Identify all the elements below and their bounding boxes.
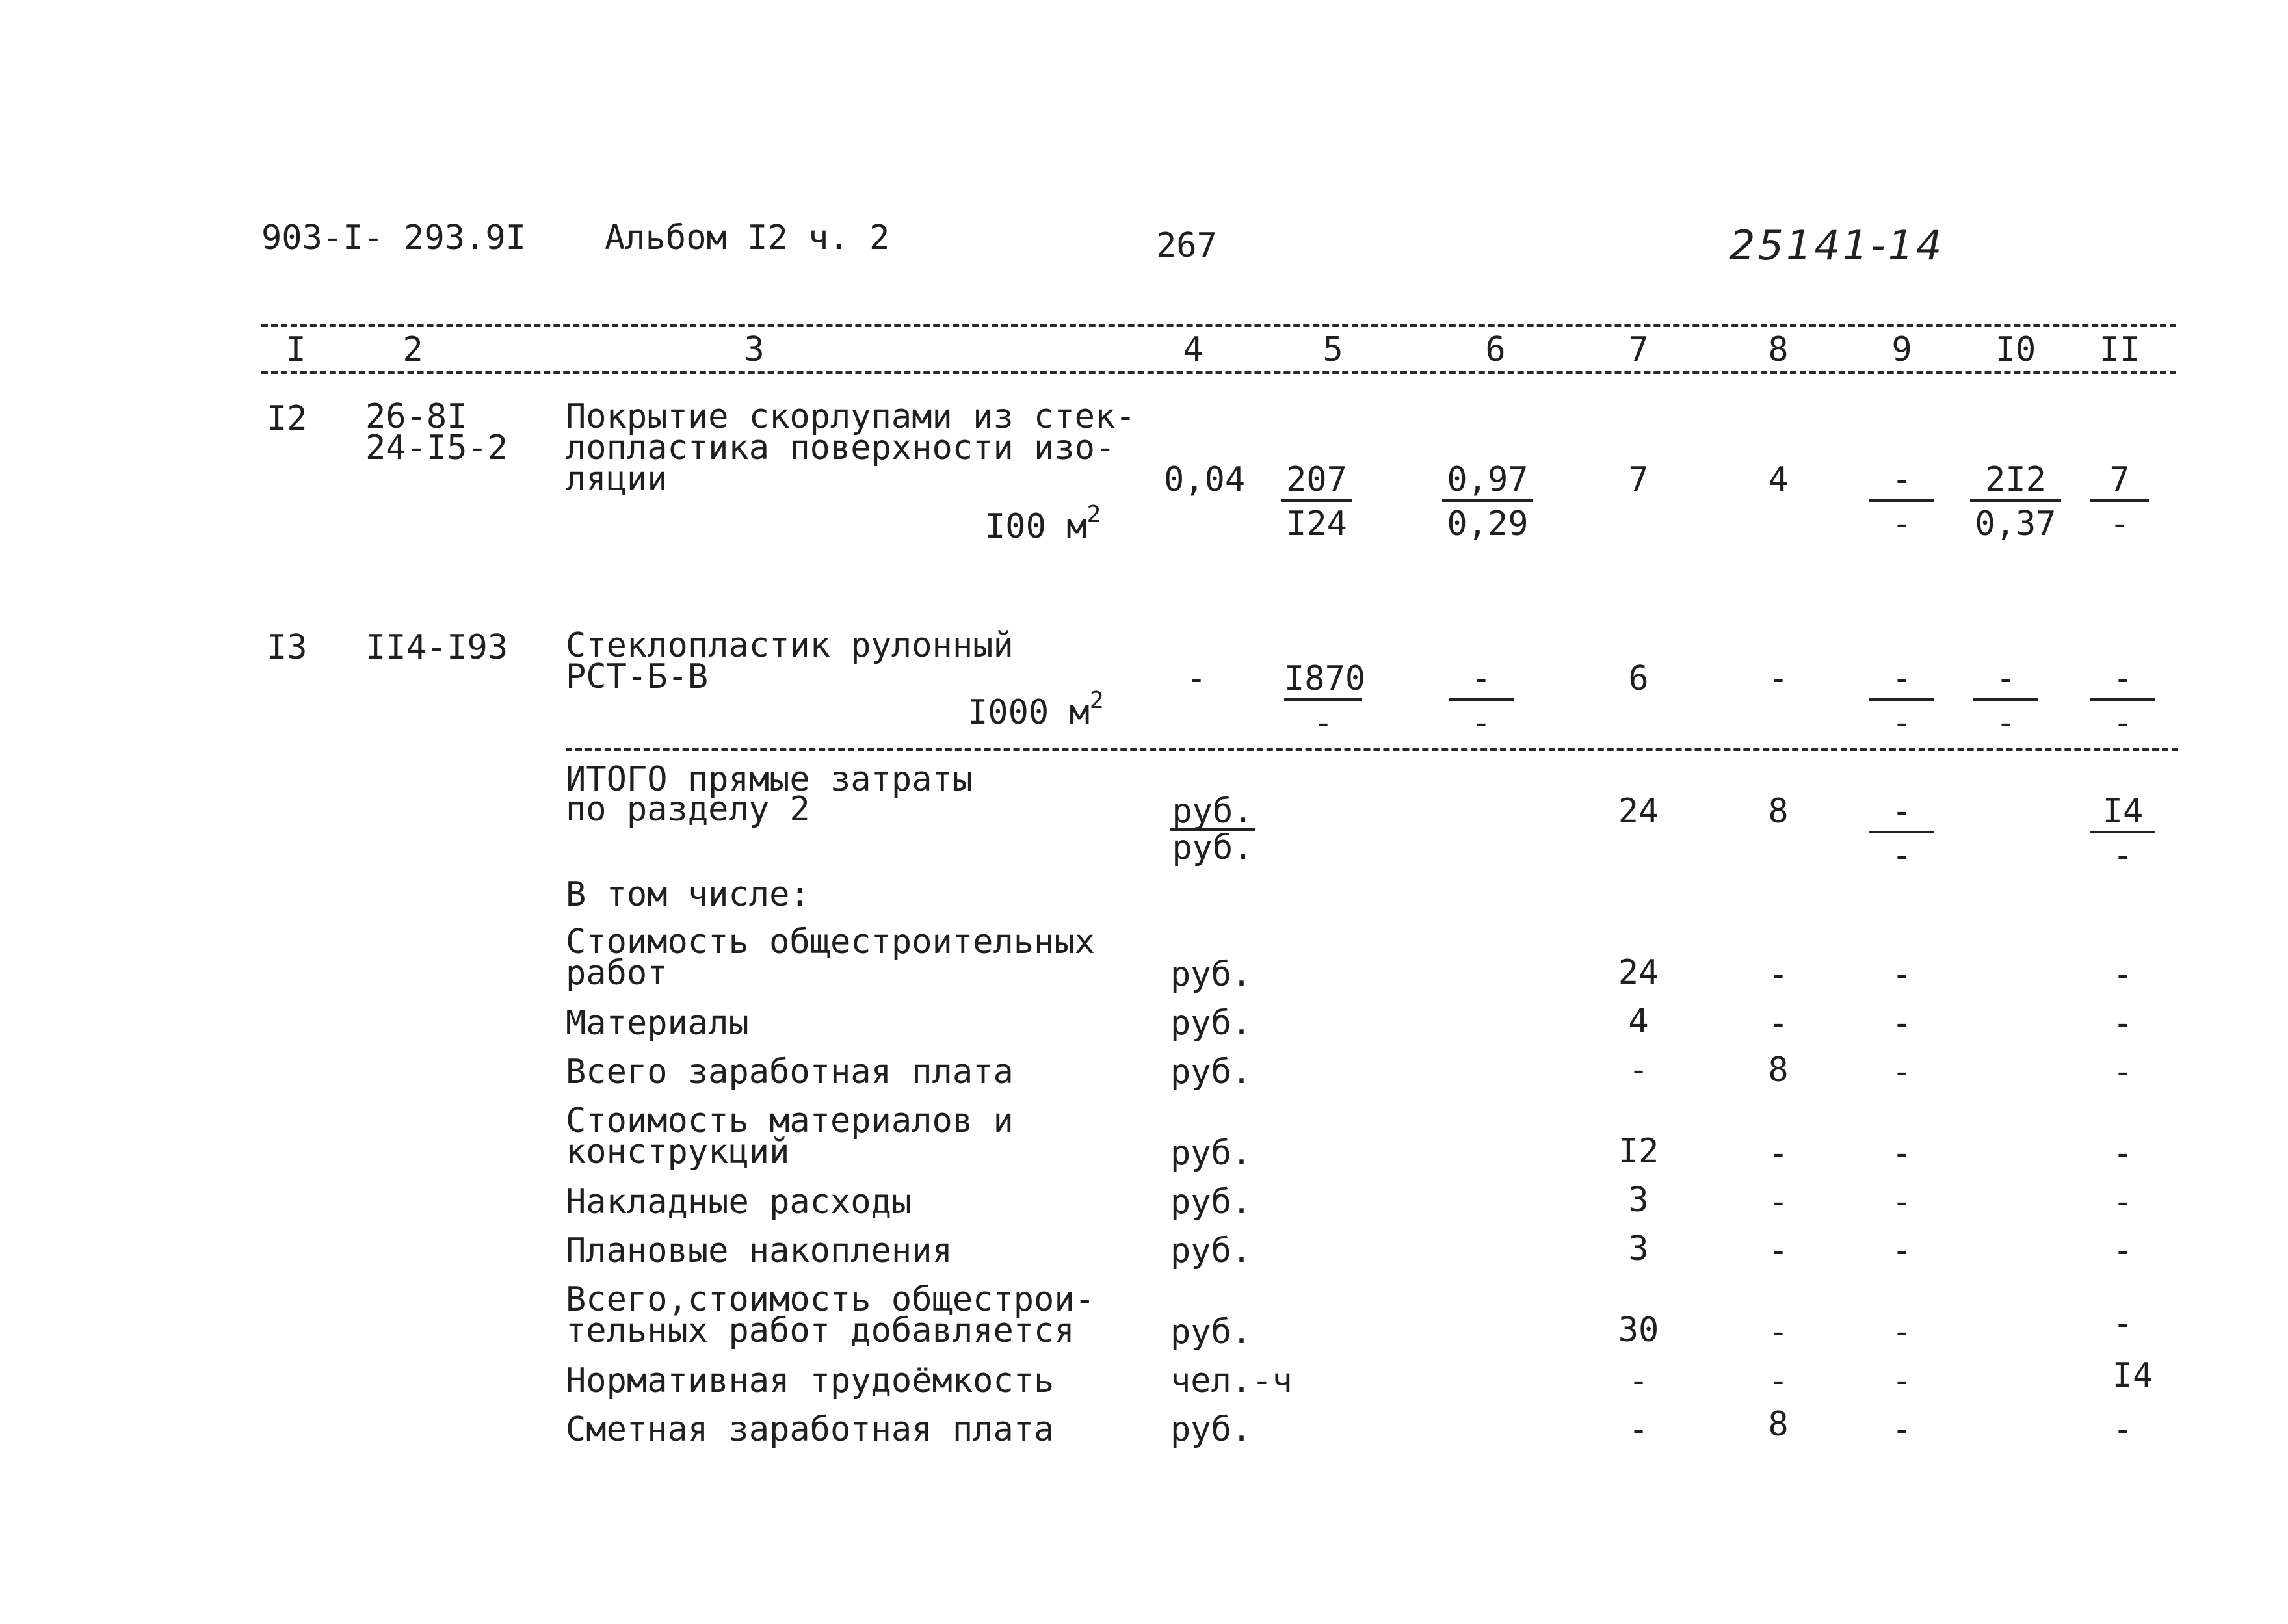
handwritten-stamp: 25141-14 — [1729, 222, 1945, 269]
breakdown-0-col8: - — [1768, 955, 1789, 994]
breakdown-4-desc: Накладные расходы — [566, 1183, 912, 1222]
breakdown-1-col9: - — [1891, 1004, 1912, 1043]
total-desc-2: по разделу 2 — [566, 790, 810, 829]
breakdown-1-desc: Материалы — [566, 1004, 749, 1043]
row12-number: I2 — [267, 399, 308, 438]
row12-col11-den: - — [2109, 504, 2130, 544]
total-col8: 8 — [1768, 792, 1789, 831]
row12-col5-num: 207 — [1281, 463, 1352, 502]
row13-code: II4-I93 — [365, 628, 508, 667]
breakdown-6-desc-1: Всего,стоимость общестрои- — [566, 1280, 1095, 1319]
row13-desc-2: РСТ-Б-В — [566, 657, 709, 696]
breakdown-4-col7: 3 — [1628, 1181, 1649, 1220]
breakdown-0-unit: руб. — [1170, 955, 1252, 994]
total-col11-den: - — [2112, 836, 2133, 875]
breakdown-3-unit: руб. — [1170, 1134, 1252, 1173]
row12-col4: 0,04 — [1164, 460, 1246, 499]
breakdown-6-col8: - — [1768, 1313, 1789, 1352]
breakdown-2-col7: - — [1628, 1051, 1649, 1090]
breakdown-5-col11: - — [2112, 1231, 2133, 1270]
row13-col5-fraction — [1284, 659, 1366, 742]
row13-unit — [967, 687, 1104, 733]
breakdown-3-col11: - — [2112, 1134, 2133, 1173]
breakdown-6-col11: - — [2112, 1304, 2133, 1343]
row13-unit-sup: 2 — [1089, 687, 1104, 714]
row13-col5-den: - — [1313, 703, 1334, 742]
row13-col10-den: - — [1995, 703, 2016, 742]
row13-col10-fraction — [1973, 659, 2038, 742]
header-bottom-rule — [261, 371, 2176, 374]
row12-desc-2: лопластика поверхности изо- — [566, 428, 1116, 467]
col-header-10: I0 — [1995, 330, 2036, 369]
col-header-6: 6 — [1485, 330, 1506, 369]
breakdown-7-col11: I4 — [2112, 1356, 2153, 1395]
breakdown-0-col7: 24 — [1618, 953, 1659, 992]
col-header-7: 7 — [1628, 330, 1649, 369]
breakdown-6-desc-2: тельных работ добавляется — [566, 1311, 1075, 1350]
breakdown-1-unit: руб. — [1170, 1004, 1252, 1043]
breakdown-7-col8: - — [1768, 1361, 1789, 1400]
section-divider-rule — [566, 748, 2178, 751]
breakdown-5-desc: Плановые накопления — [566, 1231, 953, 1270]
breakdown-3-col9: - — [1891, 1134, 1912, 1173]
row12-col10-den: 0,37 — [1975, 504, 2057, 544]
breakdown-2-desc: Всего заработная плата — [566, 1053, 1014, 1092]
col-header-5: 5 — [1322, 330, 1343, 369]
row13-col9-den: - — [1891, 703, 1912, 742]
breakdown-8-col8: 8 — [1768, 1405, 1789, 1444]
breakdown-1-col8: - — [1768, 1004, 1789, 1043]
page-number: 267 — [1156, 226, 1217, 265]
row13-col6-num: - — [1449, 662, 1514, 701]
breakdown-6-col7: 30 — [1618, 1311, 1659, 1350]
breakdown-4-col8: - — [1768, 1183, 1789, 1222]
album-label: Альбом I2 ч. 2 — [605, 218, 890, 257]
total-col7: 24 — [1618, 792, 1659, 831]
breakdown-0-desc-1: Стоимость общестроительных — [566, 923, 1095, 962]
row12-desc-3: ляции — [566, 460, 668, 499]
breakdown-0-col9: - — [1891, 955, 1912, 994]
breakdown-5-col8: - — [1768, 1231, 1789, 1270]
header-top-rule — [261, 324, 2176, 327]
total-col9-fraction — [1869, 792, 1934, 875]
breakdown-7-col7: - — [1628, 1361, 1649, 1400]
breakdown-2-col9: - — [1891, 1053, 1912, 1092]
breakdown-8-col11: - — [2112, 1410, 2133, 1449]
row13-col9-num: - — [1869, 662, 1934, 701]
col-header-2: 2 — [402, 330, 423, 369]
row13-col11-den: - — [2112, 703, 2133, 742]
row13-col7: 6 — [1628, 659, 1649, 698]
breakdown-0-desc-2: работ — [566, 954, 668, 993]
breakdown-7-unit: чел.-ч — [1170, 1361, 1293, 1400]
total-unit-fraction — [1170, 794, 1255, 865]
breakdown-4-col11: - — [2112, 1183, 2133, 1222]
breakdown-3-col8: - — [1768, 1134, 1789, 1173]
col-header-8: 8 — [1768, 330, 1789, 369]
breakdown-5-unit: руб. — [1170, 1231, 1252, 1270]
total-col11-fraction — [2090, 792, 2155, 875]
row12-col9-fraction — [1869, 460, 1934, 544]
breakdown-8-unit: руб. — [1170, 1410, 1252, 1449]
breakdown-5-col9: - — [1891, 1231, 1912, 1270]
breakdown-4-col9: - — [1891, 1183, 1912, 1222]
row12-unit-text: I00 м — [985, 507, 1087, 546]
breakdown-8-col7: - — [1628, 1410, 1649, 1449]
breakdown-2-col8: 8 — [1768, 1051, 1789, 1090]
row12-col7: 7 — [1628, 460, 1649, 499]
row12-code-2: 24-I5-2 — [365, 428, 508, 467]
row12-col5-den: I24 — [1286, 504, 1347, 544]
breakdown-8-desc: Сметная заработная плата — [566, 1410, 1055, 1449]
row12-unit-sup: 2 — [1086, 501, 1101, 528]
breakdown-3-col7: I2 — [1618, 1132, 1659, 1171]
breakdown-1-col7: 4 — [1628, 1002, 1649, 1041]
row12-col8: 4 — [1768, 460, 1789, 499]
total-col9-den: - — [1891, 836, 1912, 875]
breakdown-0-col11: - — [2112, 955, 2133, 994]
row12-col10-num: 2I2 — [1970, 463, 2061, 502]
breakdown-1-col11: - — [2112, 1004, 2133, 1043]
row12-col5-fraction — [1281, 460, 1352, 544]
total-col11-num: I4 — [2090, 794, 2155, 833]
breakdown-6-col9: - — [1891, 1313, 1912, 1352]
row13-col11-fraction — [2090, 659, 2155, 742]
total-unit-den: руб. — [1172, 828, 1254, 867]
col-header-4: 4 — [1183, 330, 1203, 369]
breakdown-6-unit: руб. — [1170, 1313, 1252, 1352]
row13-unit-text: I000 м — [967, 693, 1090, 732]
row13-col8: - — [1768, 659, 1789, 698]
row13-col10-num: - — [1973, 662, 2038, 701]
breakdown-5-col7: 3 — [1628, 1229, 1649, 1268]
breakdown-4-unit: руб. — [1170, 1183, 1252, 1222]
row12-col6-fraction — [1442, 460, 1533, 544]
row12-col9-num: - — [1869, 463, 1934, 502]
row13-col4: - — [1186, 659, 1207, 698]
row12-col9-den: - — [1891, 504, 1912, 544]
breakdown-8-col9: - — [1891, 1410, 1912, 1449]
col-header-11: II — [2099, 330, 2140, 369]
row13-col6-fraction — [1449, 659, 1514, 742]
row12-unit — [985, 501, 1101, 547]
row12-col11-fraction — [2090, 460, 2149, 544]
breakdown-2-col11: - — [2112, 1053, 2133, 1092]
total-col9-num: - — [1869, 794, 1934, 833]
row12-col6-den: 0,29 — [1447, 504, 1529, 544]
breakdown-3-desc-1: Стоимость материалов и — [566, 1101, 1014, 1140]
document-code: 903-I- 293.9I — [261, 218, 526, 257]
row12-desc-1: Покрытие скорлупами из стек- — [566, 397, 1136, 436]
breakdown-3-desc-2: конструкций — [566, 1133, 790, 1172]
col-header-3: 3 — [744, 330, 765, 369]
breakdown-7-col9: - — [1891, 1361, 1912, 1400]
row13-desc-1: Стеклопластик рулонный — [566, 626, 1014, 665]
row13-col6-den: - — [1471, 703, 1492, 742]
col-header-1: I — [285, 330, 306, 369]
breakdown-2-unit: руб. — [1170, 1053, 1252, 1092]
row13-col5-num: I870 — [1284, 662, 1362, 701]
row13-col9-fraction — [1869, 659, 1934, 742]
row12-code-1: 26-8I — [365, 397, 467, 436]
total-unit-num: руб. — [1170, 794, 1255, 831]
row12-col6-num: 0,97 — [1442, 463, 1533, 502]
row12-col10-fraction — [1970, 460, 2061, 544]
row12-col11-num: 7 — [2090, 463, 2149, 502]
total-desc-1: ИТОГО прямые затраты — [566, 760, 973, 799]
row13-number: I3 — [267, 628, 308, 667]
col-header-9: 9 — [1891, 330, 1912, 369]
including-label: В том числе: — [566, 875, 810, 914]
row13-col11-num: - — [2090, 662, 2155, 701]
breakdown-7-desc: Нормативная трудоёмкость — [566, 1361, 1055, 1400]
